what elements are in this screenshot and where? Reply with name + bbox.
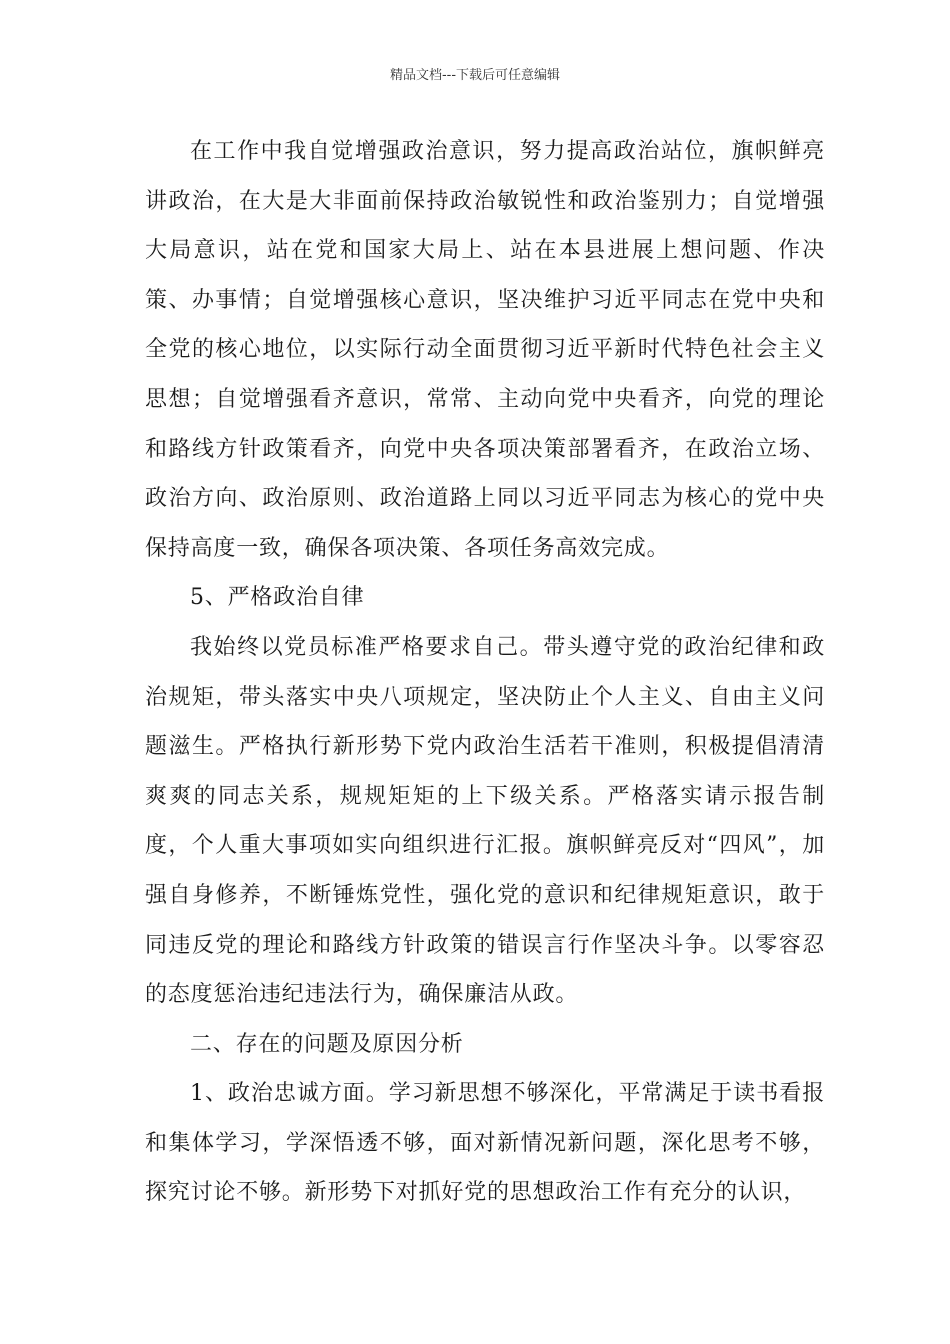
document-body (145, 127, 825, 1218)
paragraph-political-awareness: 在工作中我自觉增强政治意识，努力提高政治站位，旗帜鲜亮讲政治，在大是大非面前保持政治敏锐性和政治鉴别力；自觉增强大局意识，站在党和国家大局上、站在本县进展上想问题、作决策、办事情；自觉增强核心意识，坚决维护习近平同志在党中央和全党的核心地位，以实际行动全面贯彻习近平新时代特色社会主义思想；自觉增强看齐意识，常常、主动向党中央看齐，向党的理论和路线方针政策看齐，向党中央各项决策部署看齐，在政治立场、政治方向、政治原则、政治道路上同以习近平同志为核心的党中央保持高度一致，确保各项决策、各项任务高效完成。 (145, 139, 825, 561)
section-heading-problems-analysis: 二、存在的问题及原因分析 (190, 1031, 464, 1057)
paragraph-political-loyalty: 1、政治忠诚方面。学习新思想不够深化，平常满足于读书看报和集体学习，学深悟透不够，面对新情况新问题，深化思考不够，探究讨论不够。新形势下对抓好党的思想政治工作有充分的认识， (145, 1081, 825, 1206)
page-header: 精品文档---下载后可任意编辑 (389, 68, 561, 83)
section-heading-political-discipline: 5、严格政治自律 (190, 585, 365, 611)
paragraph-political-discipline: 我始终以党员标准严格要求自己。带头遵守党的政治纪律和政治规矩，带头落实中央八项规定，坚决防止个人主义、自由主义问题滋生。严格执行新形势下党内政治生活若干准则，积极提倡清清爽爽的同志关系，规规矩矩的上下级关系。严格落实请示报告制度，个人重大事项如实向组织进行汇报。旗帜鲜亮反对“四风”，加强自身修养，不断锤炼党性，强化党的意识和纪律规矩意识，敢于同违反党的理论和路线方针政策的错误言行作坚决斗争。以零容忍的态度惩治违纪违法行为，确保廉洁从政。 (145, 634, 825, 1008)
